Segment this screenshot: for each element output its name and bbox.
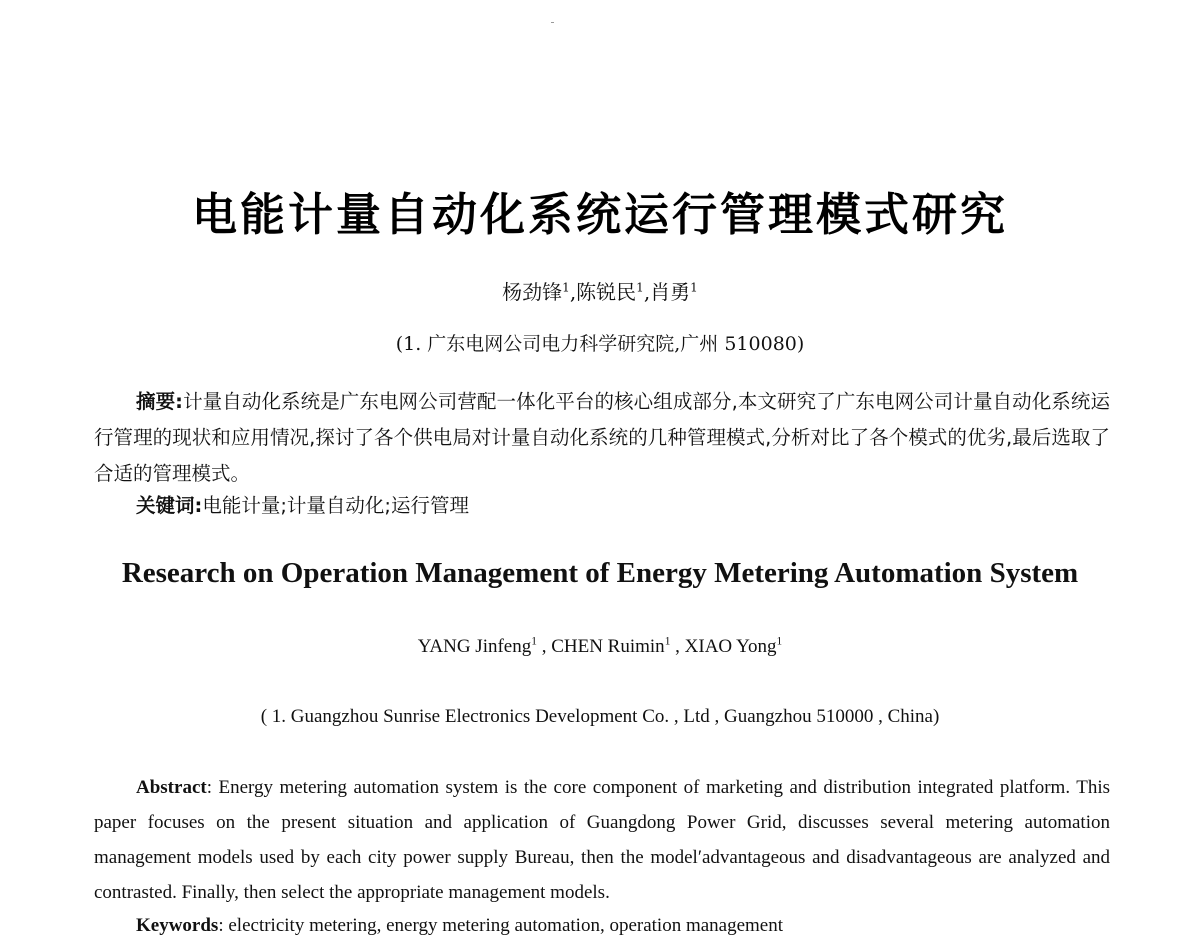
author-separator: ,	[569, 280, 577, 304]
author-name: YANG Jinfeng	[417, 636, 532, 657]
english-keywords-label: Keywords	[136, 915, 219, 936]
author-name: XIAO Yong	[684, 636, 777, 657]
chinese-authors	[0, 276, 1200, 305]
author-affil-mark: 1	[776, 635, 783, 648]
author-name: 肖勇	[650, 280, 691, 304]
english-title: Research on Operation Management of Energy Metering Automation System	[121, 557, 1079, 589]
chinese-keywords-label: 关键词:	[136, 494, 203, 517]
author-affil-mark: 1	[562, 280, 570, 295]
author-affil-mark: 1	[664, 635, 671, 648]
english-authors	[0, 636, 1200, 658]
author-affil-mark: 1	[690, 280, 698, 295]
english-abstract-label: Abstract	[136, 777, 207, 798]
author-name: 陈锐民	[576, 280, 637, 304]
scan-mark	[551, 22, 554, 23]
chinese-abstract-text: 计量自动化系统是广东电网公司营配一体化平台的核心组成部分,本文研究了广东电网公司计量自动化系统运行管理的现状和应用情况,探讨了各个供电局对计量自动化系统的几种管理模式,分析对比了各个模式的优劣,最后选取了合适的管理模式。	[94, 390, 1110, 485]
english-abstract-colon: :	[206, 777, 219, 798]
chinese-abstract	[94, 384, 1110, 492]
english-keywords-colon: :	[218, 915, 229, 936]
chinese-keywords-text: 电能计量;计量自动化;运行管理	[202, 494, 469, 517]
chinese-title: 电能计量自动化系统运行管理模式研究	[191, 188, 1008, 242]
author-name: CHEN Ruimin	[551, 636, 665, 657]
english-abstract	[94, 770, 1110, 910]
author-separator: ,	[670, 636, 685, 657]
english-keywords	[136, 908, 1096, 943]
english-keywords-text: electricity metering, energy metering automation, operation management	[228, 915, 784, 936]
english-abstract-text: Energy metering automation system is the core component of marketing and distribution integrated platform. This paper focuses on the present situation and application of Guangdong Power Grid, discusses several metering automation management models used by each city power supply Bureau, then the model′advantageous and disadvantageous are analyzed and contrasted. Finally, then select the appropriate management models.	[94, 777, 1110, 903]
english-affiliation: ( 1. Guangzhou Sunrise Electronics Development Co. , Ltd , Guangzhou 510000 , China)	[260, 706, 940, 727]
author-separator: ,	[536, 636, 552, 657]
chinese-affiliation: (1. 广东电网公司电力科学研究院,广州 510080)	[395, 333, 805, 355]
chinese-keywords	[136, 488, 1096, 524]
author-separator: ,	[643, 280, 651, 304]
author-affil-mark: 1	[636, 280, 644, 295]
author-affil-mark: 1	[531, 635, 537, 648]
author-name: 杨劲锋	[502, 280, 563, 304]
chinese-abstract-label: 摘要:	[136, 390, 183, 413]
